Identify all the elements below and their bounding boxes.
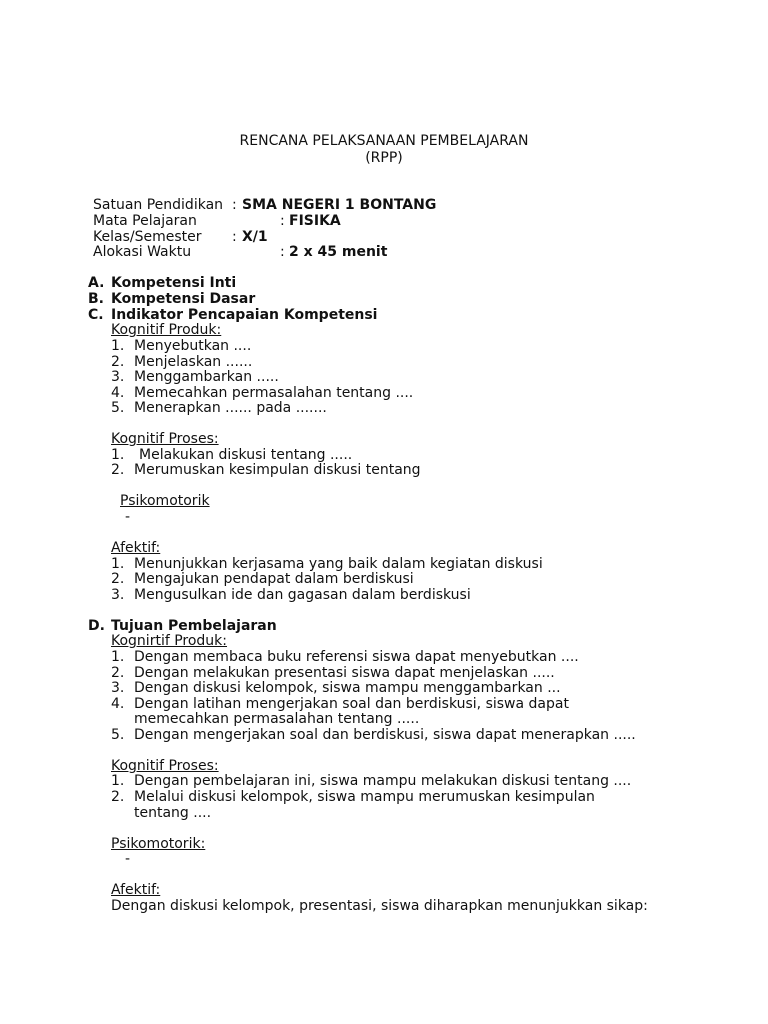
- subheading-kognitif-produk: Kognirtif Produk:: [111, 633, 228, 649]
- list-number: 1.: [111, 447, 125, 463]
- info-sep: :: [232, 197, 237, 213]
- list-item: Menjelaskan ......: [134, 354, 253, 370]
- info-sep: :: [280, 244, 285, 260]
- list-item: Memecahkan permasalahan tentang ....: [134, 385, 414, 401]
- info-value-satuan: SMA NEGERI 1 BONTANG: [242, 197, 437, 213]
- section-letter: C.: [88, 307, 104, 323]
- list-item: Menerapkan ...... pada .......: [134, 400, 327, 416]
- info-value-mapel: FISIKA: [289, 213, 341, 229]
- list-number: 2.: [111, 571, 125, 587]
- list-number: 1.: [111, 338, 125, 354]
- list-item: Dengan melakukan presentasi siswa dapat menjelaskan .....: [134, 665, 555, 681]
- list-number: 1.: [111, 649, 125, 665]
- list-number: 4.: [111, 385, 125, 401]
- subheading-afektif: Afektif:: [111, 540, 161, 556]
- list-number: 2.: [111, 665, 125, 681]
- list-number: 2.: [111, 462, 125, 478]
- paragraph-afektif: Dengan diskusi kelompok, presentasi, siswa diharapkan menunjukkan sikap:: [111, 898, 648, 914]
- info-value-kelas: X/1: [242, 229, 268, 245]
- list-item: Mengajukan pendapat dalam berdiskusi: [134, 571, 414, 587]
- list-number: 3.: [111, 369, 125, 385]
- list-number: 2.: [111, 354, 125, 370]
- info-label-mapel: Mata Pelajaran: [93, 213, 197, 229]
- subheading-kognitif-produk: Kognitif Produk:: [111, 322, 222, 338]
- document-subtitle: (RPP): [365, 150, 403, 166]
- document-title: RENCANA PELAKSANAAN PEMBELAJARAN: [239, 133, 529, 149]
- list-item: Dengan membaca buku referensi siswa dapat menyebutkan ....: [134, 649, 579, 665]
- list-item: Menunjukkan kerjasama yang baik dalam kegiatan diskusi: [134, 556, 543, 572]
- list-number: 3.: [111, 680, 125, 696]
- section-letter: B.: [88, 291, 104, 307]
- dash-item: -: [125, 509, 131, 525]
- subheading-afektif: Afektif:: [111, 882, 161, 898]
- list-number: 4.: [111, 696, 125, 712]
- list-item: Mengusulkan ide dan gagasan dalam berdiskusi: [134, 587, 471, 603]
- section-letter: A.: [88, 275, 105, 291]
- subheading-kognitif-proses: Kognitif Proses:: [111, 758, 219, 774]
- subheading-psikomotorik: Psikomotorik:: [111, 836, 206, 852]
- list-item: Dengan diskusi kelompok, siswa mampu menggambarkan ...: [134, 680, 561, 696]
- list-item: Dengan mengerjakan soal dan berdiskusi, siswa dapat menerapkan .....: [134, 727, 636, 743]
- list-item: Dengan pembelajaran ini, siswa mampu melakukan diskusi tentang ....: [134, 773, 632, 789]
- list-number: 5.: [111, 400, 125, 416]
- list-item-continuation: memecahkan permasalahan tentang .....: [134, 711, 420, 727]
- list-item: Melalui diskusi kelompok, siswa mampu merumuskan kesimpulan: [134, 789, 595, 805]
- section-title-tujuan: Tujuan Pembelajaran: [111, 618, 277, 634]
- subheading-kognitif-proses: Kognitif Proses:: [111, 431, 219, 447]
- section-letter: D.: [88, 618, 105, 634]
- info-sep: :: [280, 213, 285, 229]
- list-item: Melakukan diskusi tentang .....: [139, 447, 353, 463]
- list-item: Menggambarkan .....: [134, 369, 279, 385]
- subheading-psikomotorik: Psikomotorik: [120, 493, 210, 509]
- list-item: Dengan latihan mengerjakan soal dan berdiskusi, siswa dapat: [134, 696, 569, 712]
- dash-item: -: [125, 851, 131, 867]
- info-label-kelas: Kelas/Semester: [93, 229, 202, 245]
- list-number: 3.: [111, 587, 125, 603]
- section-title-indikator: Indikator Pencapaian Kompetensi: [111, 307, 378, 323]
- info-label-waktu: Alokasi Waktu: [93, 244, 192, 260]
- info-sep: :: [232, 229, 237, 245]
- section-title-kompetensi-dasar: Kompetensi Dasar: [111, 291, 256, 307]
- list-item: Menyebutkan ....: [134, 338, 252, 354]
- list-number: 1.: [111, 556, 125, 572]
- list-item: Merumuskan kesimpulan diskusi tentang: [134, 462, 421, 478]
- info-value-waktu: 2 x 45 menit: [289, 244, 388, 260]
- list-number: 1.: [111, 773, 125, 789]
- list-number: 2.: [111, 789, 125, 805]
- list-number: 5.: [111, 727, 125, 743]
- info-label-satuan: Satuan Pendidikan: [93, 197, 224, 213]
- list-item-continuation: tentang ....: [134, 805, 212, 821]
- section-title-kompetensi-inti: Kompetensi Inti: [111, 275, 237, 291]
